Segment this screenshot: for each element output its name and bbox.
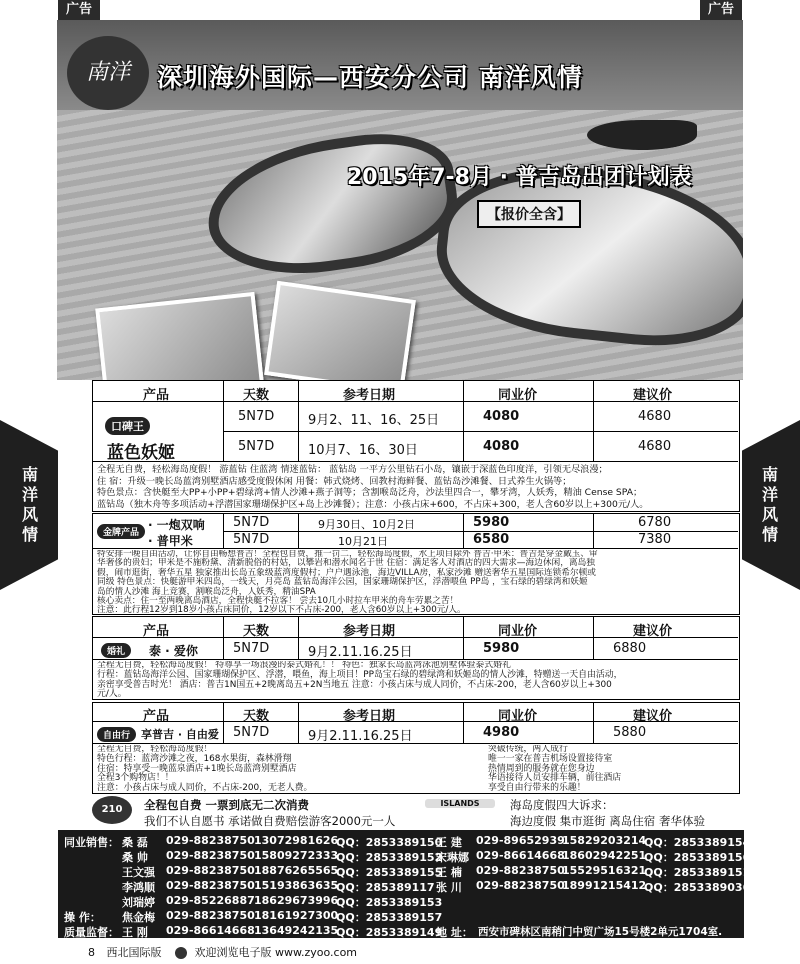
- contact-name: 桑 帅: [122, 851, 148, 864]
- days: 5N7D: [233, 725, 270, 740]
- welcome-text[interactable]: 欢迎浏览电子版 www.zyoo.com: [194, 946, 358, 959]
- contact-qq: QQ：2853389153: [336, 896, 443, 909]
- contact-qq: QQ：2853389036: [644, 881, 751, 894]
- page-number: 8: [88, 946, 95, 959]
- contact-name: 王 刚: [122, 926, 148, 939]
- header-product: 产品: [143, 388, 170, 403]
- contact-mobile: 15193863635: [254, 879, 339, 892]
- contact-name: 李鸿顺: [122, 881, 155, 894]
- days-row2: 5N7D: [233, 532, 270, 547]
- contact-phone: 029-85226887: [166, 894, 255, 907]
- dates-row1: 9月2、11、16、25日: [308, 413, 440, 428]
- contact-mobile: 15809272333: [254, 849, 339, 862]
- contact-phone: 029-86614668: [476, 849, 565, 862]
- header-product: 产品: [143, 624, 170, 639]
- address: 西安市碑林区南稍门中贸广场15号楼2单元1704室.: [478, 926, 723, 938]
- price-included-tag: 【报价全含】: [477, 200, 581, 228]
- guarantee-title: 海岛度假四大诉求：: [510, 798, 614, 812]
- header-dates: 参考日期: [343, 709, 396, 724]
- contacts-footer: [58, 830, 751, 939]
- company-title: 深圳海外国际—西安分公司 南洋风情: [157, 63, 583, 92]
- dates-row1: 9月30日、10月2日: [318, 518, 415, 531]
- side-label-right: 南洋风情: [761, 465, 778, 544]
- suggest-price-row2: 7380: [638, 532, 672, 547]
- dates: 9月2.11.16.25日: [308, 645, 413, 660]
- peer-price: 4980: [483, 725, 520, 740]
- islands-logo: ISLANDS: [425, 799, 495, 808]
- notes-double-shot: 特安排一晚自由活动，让你自由畅想普吉！全程包自费，推一罚二，轻松海岛度假，水上项目除外 普吉·甲米：普吉是穿金戴玉、审 华奢侈的贵妇；甲米是不施粉黛、清新脱俗的村姑，以攀岩和潜水闻名于世 住宿：满足客人对酒店的四大需求—海边休闲，离岛独 假，闹市逛街，奢华五星 独家推出长岛五象级蓝湾度假村；户户遇泳池，海边VILLA房，私家沙滩 赠送奢华五星国际连锁希尔顿或 同级 特色景点：快艇游甲米四岛，一线天，月亮岛 蓝钻岛海洋公园，国家珊瑚保护区，浮潜喂鱼 PP岛 ，宝石绿的碧绿湾和妖姬 岛的情人沙滩 海上竞赛，割喉岛泛舟，人妖秀，精油SPA 核心卖点：住一至两晚离岛酒店，全程快艇不拉客！ 尝去10几小时拉车甲米的舟车劳累之苦！ 注意：此行程12岁到18岁小孩占床同价，12岁以下不占床-200，老人含60岁以上+300元/人。: [97, 550, 598, 616]
- contact-phone: 029-88238750: [166, 864, 255, 877]
- badge-word-of-mouth: 口碑王: [105, 417, 150, 435]
- contact-mobile: 15829203214: [562, 834, 647, 847]
- notes-thai-love: 全程无自费，轻松海岛度假！ 特尊享一场浪漫的泰式婚礼！！ 特色：独家长岛蓝湾泳池别墅体验泰式婚礼 行程：蓝钻岛海洋公园、国家珊瑚保护区、浮潜，喂鱼，海上项目！PP岛宝石绿的碧绿湾和妖姬岛的情人沙滩，特赠送一天自由活动， 亲密享受普吉时光！ 酒店：普吉1N国五+2晚离岛五+2N当地五 注意：小孩占床与成人同价，不占床-200，老人含60岁以上+300 元/人。: [97, 661, 623, 700]
- suggest-price-row1: 4680: [638, 409, 672, 424]
- address-label: 地 址：: [436, 926, 473, 939]
- contact-mobile: 18161927300: [254, 909, 339, 922]
- badge-free-travel: 自由行: [97, 727, 136, 742]
- peer-price-row2: 6580: [473, 532, 510, 547]
- header-days: 天数: [243, 624, 270, 639]
- publication-name: 西北国际版: [106, 946, 162, 959]
- product-block-double-shot: [92, 513, 740, 615]
- contact-phone: 029-86614668: [166, 924, 255, 937]
- product-name-2: · 普甲米: [148, 534, 193, 548]
- product-name: 享普吉 · 自由爱: [141, 728, 219, 741]
- contact-mobile: 18991215412: [562, 879, 647, 892]
- header-peer-price: 同业价: [498, 624, 538, 639]
- badge-gold-product: 金牌产品: [97, 524, 145, 539]
- role-sales: 同业销售：: [64, 836, 119, 849]
- dates-row2: 10月7、16、30日: [308, 443, 418, 458]
- contact-name: 桑 磊: [122, 836, 148, 849]
- contact-name: 宋琳娜: [436, 851, 469, 864]
- dates-row2: 10月21日: [338, 535, 388, 548]
- side-label-left: 南洋风情: [21, 465, 38, 544]
- contact-name: 王 建: [436, 836, 462, 849]
- peer-price-row2: 4080: [483, 439, 520, 454]
- header-suggest-price: 建议价: [633, 624, 673, 639]
- product-block-free-love: [92, 702, 740, 794]
- contact-phone: 029-88238750: [476, 864, 565, 877]
- contact-mobile: 15529516321: [562, 864, 647, 877]
- suggest-price: 6880: [613, 641, 647, 656]
- guarantee-text: 海边度假 集市逛街 离岛住宿 奢华体验: [510, 814, 705, 828]
- peer-price-row1: 5980: [473, 515, 510, 530]
- product-block-blue-fairy: [92, 380, 740, 512]
- contact-qq: QQ：285389117: [336, 881, 435, 894]
- contact-qq: QQ：2853389156: [644, 851, 751, 864]
- contact-mobile: 18629673996: [254, 894, 339, 907]
- ad-label-right: 广告: [700, 0, 742, 20]
- header-dates: 参考日期: [343, 388, 396, 403]
- speedboat-image: [587, 120, 697, 150]
- header-peer-price: 同业价: [498, 709, 538, 724]
- publication-logo-icon: [175, 947, 187, 959]
- suggest-price-row2: 4680: [638, 439, 672, 454]
- contact-qq: QQ：2853389151: [644, 866, 751, 879]
- contact-qq: QQ：2853389155: [336, 866, 443, 879]
- contact-qq: QQ：2853389152: [336, 851, 443, 864]
- contact-name: 焦金梅: [122, 911, 155, 924]
- header-peer-price: 同业价: [498, 388, 538, 403]
- contact-phone: 029-88238750: [166, 834, 255, 847]
- product-name: 蓝色妖姬: [107, 443, 175, 463]
- product-block-thai-love: [92, 616, 740, 700]
- days: 5N7D: [233, 641, 270, 656]
- contact-phone: 029-88238750: [166, 879, 255, 892]
- contact-phone: 029-89652939: [476, 834, 565, 847]
- contact-mobile: 18876265565: [254, 864, 339, 877]
- dates: 9月2.11.16.25日: [308, 729, 413, 744]
- badge-wedding: 婚礼: [101, 643, 131, 658]
- contact-phone: 029-88238750: [166, 849, 255, 862]
- contact-phone: 029-88238750: [166, 909, 255, 922]
- product-name-1: · 一炮双响: [148, 518, 205, 532]
- contact-mobile: 18602942251: [562, 849, 647, 862]
- contact-qq: QQ：2853389149: [336, 926, 443, 939]
- header-product: 产品: [143, 709, 170, 724]
- promo-line-1: 全程包自费 一票到底无二次消费: [144, 798, 310, 812]
- contact-mobile: 13072981626: [254, 834, 339, 847]
- peer-price-row1: 4080: [483, 409, 520, 424]
- days-row2: 5N7D: [238, 439, 275, 454]
- peer-price: 5980: [483, 641, 520, 656]
- resort-photo-2: [264, 281, 416, 395]
- notes-blue-fairy: 全程无自费，轻松海岛度假！ 游蓝钻 住蓝湾 情迷蓝钻： 蓝钻岛 一平方公里钻石小岛，镶嵌于深蓝色印度洋，引领无尽浪漫； 住 宿：升级一晚长岛蓝湾别墅酒店感受度假休闲 用餐：韩式烧烤、回教村海鲜餐、蓝钻岛沙滩餐、日式养生火锅等； 特色景点：含快艇至大PP+小PP+碧绿湾+情人沙滩+燕子洞等；含割喉岛泛舟，沙法里四合一，攀牙湾，人妖秀，精油 Cense SPA； 蓝钻岛（独木舟等多项活动+浮潜国家珊瑚保护区+岛上沙滩餐）；注意：小孩占床+600，不占床+300，老人含60岁以上+300元/人。: [97, 464, 649, 510]
- brand-logo: 南洋: [67, 36, 149, 110]
- ad-label-left: 广告: [58, 0, 100, 20]
- contact-qq: QQ：2853389150: [336, 836, 443, 849]
- notes-free-love-left: 全程无自费，轻松海岛度假！ 特色行程：蓝湾沙滩之夜，168水果街，森林滑翔 住宿：特享受一晚蓝泉酒店+1晚长岛蓝湾别墅酒店 全程3个购物店！！ 注意：小孩占床与成人同价，不占床-200，无老人费。: [97, 745, 313, 794]
- role-operation: 操 作：: [64, 911, 101, 924]
- contact-name: 王文强: [122, 866, 155, 879]
- notes-free-love-right: 突破传统，两人成行 唯一一家在普吉机场设置接待室 热情周到的服务就在您身边 华语接待人员安排车辆，前往酒店 享受自由行带来的乐趣！: [488, 745, 622, 794]
- no-self-pay-seal: 210: [92, 796, 132, 824]
- suggest-price: 5880: [613, 725, 647, 740]
- contact-qq: QQ：2853389154: [644, 836, 751, 849]
- header-suggest-price: 建议价: [633, 388, 673, 403]
- header-dates: 参考日期: [343, 624, 396, 639]
- contact-qq: QQ：2853389157: [336, 911, 443, 924]
- contact-mobile: 13649242135: [254, 924, 339, 937]
- header-suggest-price: 建议价: [633, 709, 673, 724]
- promo-line-2: 我们不认自愿书 承诺做自费赔偿游客2000元一人: [144, 814, 396, 828]
- contact-name: 张 川: [436, 881, 462, 894]
- role-quality: 质量监督：: [64, 926, 119, 939]
- plan-title: 2015年7-8月 · 普吉岛出团计划表: [347, 165, 692, 190]
- header-days: 天数: [243, 388, 270, 403]
- days-row1: 5N7D: [233, 515, 270, 530]
- contact-name: 王 楠: [436, 866, 462, 879]
- contact-name: 刘瑞婷: [122, 896, 155, 909]
- product-name: 泰 · 爱你: [149, 644, 198, 658]
- suggest-price-row1: 6780: [638, 515, 672, 530]
- page-footer: [88, 944, 357, 960]
- days-row1: 5N7D: [238, 409, 275, 424]
- header-days: 天数: [243, 709, 270, 724]
- contact-phone: 029-88238750: [476, 879, 565, 892]
